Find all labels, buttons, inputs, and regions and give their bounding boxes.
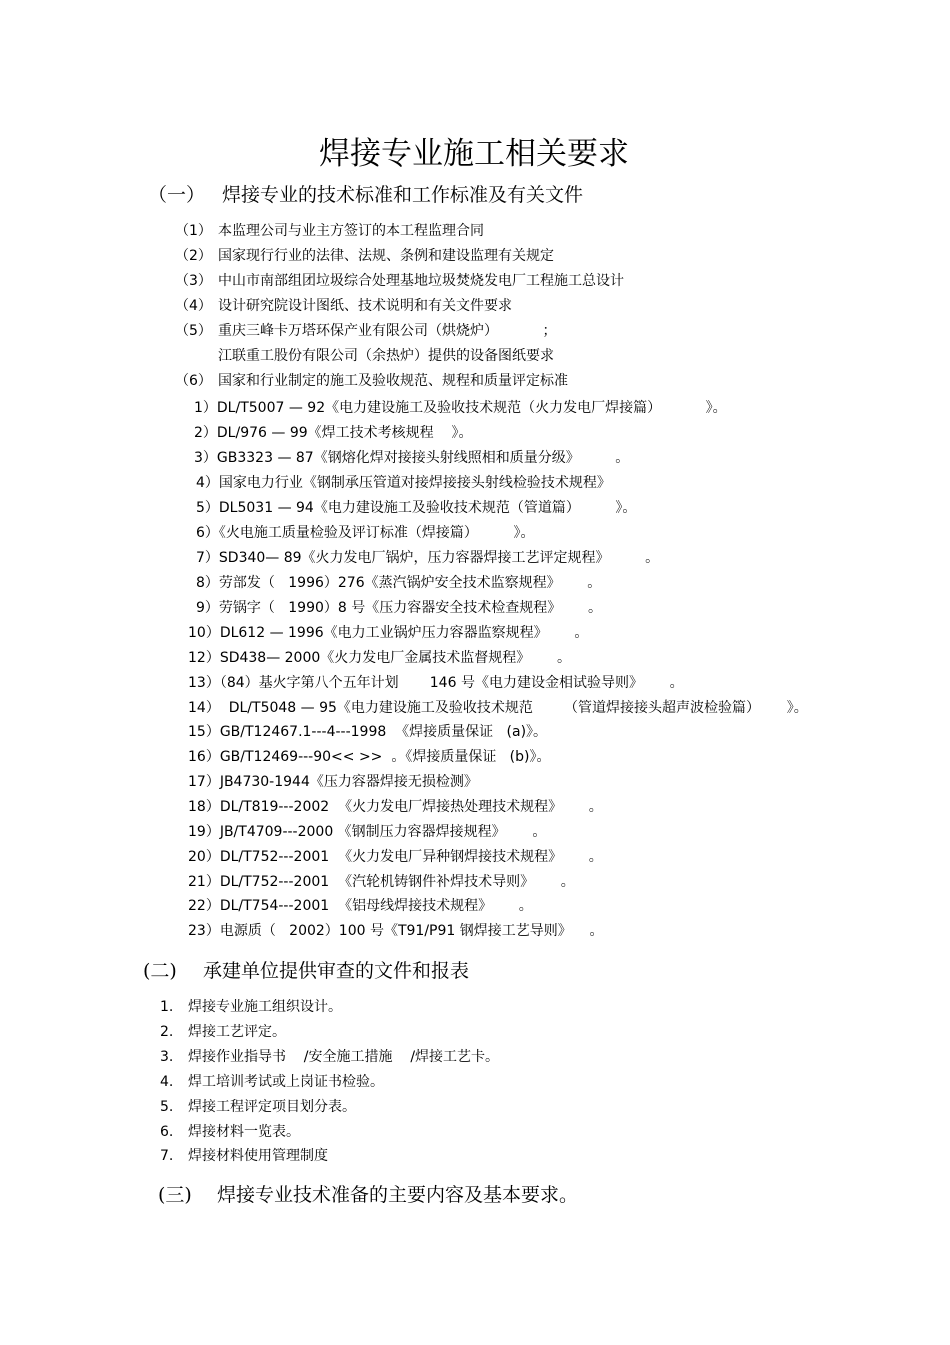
standard-item: 9）劳锅字（ 1990）8 号《压力容器安全技术检查规程》 。: [196, 600, 602, 616]
standard-item: 4）国家电力行业《钢制承压管道对接焊接接头射线检验技术规程》: [196, 475, 611, 491]
list-item: 7. 焊接材料使用管理制度: [160, 1148, 328, 1164]
list-item: （1） 本监理公司与业主方签订的本工程监理合同: [175, 223, 484, 239]
standard-item: 19）JB/T4709---2000 《钢制压力容器焊接规程》 。: [188, 824, 547, 840]
section-2-number: (二): [143, 960, 177, 982]
list-item: 2. 焊接工艺评定。: [160, 1024, 286, 1040]
standard-item: 17）JB4730-1944《压力容器焊接无损检测》: [188, 774, 478, 790]
standard-item: 23）电源质（ 2002）100 号《T91/P91 钢焊接工艺导则》 。: [188, 923, 604, 939]
list-item: 1. 焊接专业施工组织设计。: [160, 999, 342, 1015]
standard-item: 3）GB3323 — 87《钢熔化焊对接接头射线照相和质量分级》 。: [194, 450, 630, 466]
standard-item: 1）DL/T5007 — 92《电力建设施工及验收技术规范（火力发电厂焊接篇） 》。: [194, 400, 727, 416]
list-item: 江联重工股份有限公司（余热炉）提供的设备图纸要求: [218, 348, 554, 364]
standard-item: 13）（84）基火字第八个五年计划 146 号《电力建设金相试验导则》 。: [188, 675, 684, 691]
list-item: （2） 国家现行行业的法律、法规、条例和建设监理有关规定: [175, 248, 554, 264]
standard-item: 22）DL/T754---2001 《铝母线焊接技术规程》 。: [188, 898, 533, 914]
section-3-heading: 焊接专业技术准备的主要内容及基本要求。: [217, 1184, 579, 1206]
standard-item: 18）DL/T819---2002 《火力发电厂焊接热处理技术规程》 。: [188, 799, 603, 815]
section-1-heading: 焊接专业的技术标准和工作标准及有关文件: [222, 184, 584, 206]
standard-item: 16）GB/T12469---90<< >> 。《焊接质量保证 (b)》。: [188, 749, 551, 765]
standard-item: 20）DL/T752---2001 《火力发电厂异种钢焊接技术规程》 。: [188, 849, 603, 865]
standard-item: 2）DL/976 — 99《焊工技术考核规程 》。: [194, 425, 473, 441]
section-1-number: （一）: [148, 184, 206, 206]
list-item: （4） 设计研究院设计图纸、技术说明和有关文件要求: [175, 298, 512, 314]
standard-item: 5）DL5031 — 94《电力建设施工及验收技术规范（管道篇） 》。: [196, 500, 637, 516]
page-title: 焊接专业施工相关要求: [319, 136, 629, 172]
section-3-number: (三): [158, 1184, 192, 1206]
standard-item: 7）SD340— 89《火力发电厂锅炉，压力容器焊接工艺评定规程》 。: [196, 550, 660, 566]
section-2-heading: 承建单位提供审查的文件和报表: [203, 960, 470, 982]
list-item: 6. 焊接材料一览表。: [160, 1124, 300, 1140]
list-item: 3. 焊接作业指导书 /安全施工措施 /焊接工艺卡。: [160, 1049, 500, 1065]
standard-item: 6）《火电施工质量检验及评订标准（焊接篇） 》。: [196, 525, 535, 541]
standard-item: 12）SD438— 2000《火力发电厂金属技术监督规程》 。: [188, 650, 571, 666]
list-item: （3） 中山市南部组团垃圾综合处理基地垃圾焚烧发电厂工程施工总设计: [175, 273, 624, 289]
standard-item: 10）DL612 — 1996《电力工业锅炉压力容器监察规程》 。: [188, 625, 589, 641]
standard-item: 15）GB/T12467.1---4---1998 《焊接质量保证 (a)》。: [188, 724, 548, 740]
standard-item: 14） DL/T5048 — 95《电力建设施工及验收技术规范 （管道焊接接头超声波检验篇） 》。: [188, 700, 808, 716]
list-item: 5. 焊接工程评定项目划分表。: [160, 1099, 356, 1115]
list-item: 4. 焊工培训考试或上岗证书检验。: [160, 1074, 384, 1090]
standard-item: 8）劳部发（ 1996）276《蒸汽锅炉安全技术监察规程》 。: [196, 575, 602, 591]
list-item: （6） 国家和行业制定的施工及验收规范、规程和质量评定标准: [175, 373, 568, 389]
list-item: （5） 重庆三峰卡万塔环保产业有限公司（烘烧炉） ；: [175, 323, 557, 339]
standard-item: 21）DL/T752---2001 《汽轮机铸钢件补焊技术导则》 。: [188, 874, 575, 890]
